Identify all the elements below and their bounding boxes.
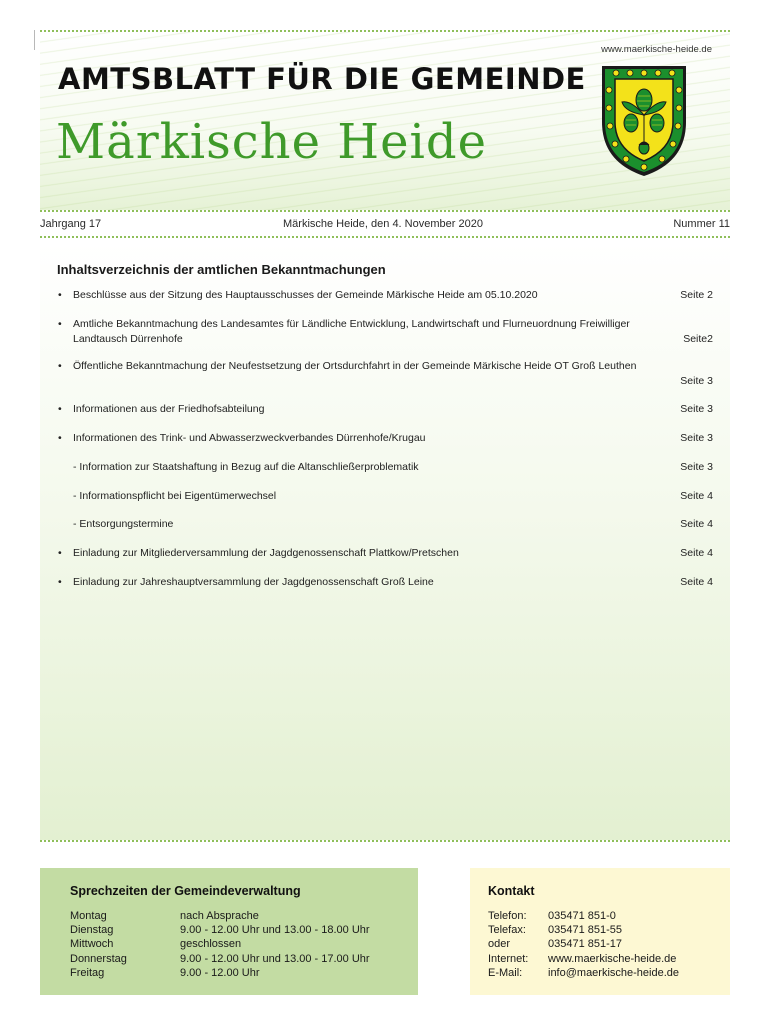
- toc-item-page: Seite 2: [680, 289, 713, 301]
- toc-item-page: Seite2: [683, 333, 713, 345]
- office-hours-day: Dienstag: [70, 924, 114, 936]
- toc-item[interactable]: [58, 575, 713, 590]
- masthead: [40, 32, 730, 210]
- office-hours-time: 9.00 - 12.00 Uhr und 13.00 - 18.00 Uhr: [180, 924, 370, 936]
- office-hours-time: geschlossen: [180, 938, 242, 950]
- contact-title: Kontakt: [488, 884, 535, 898]
- toc-bullet: •: [58, 360, 62, 372]
- toc-item-text: - Entsorgungstermine: [73, 518, 174, 530]
- contact-fax[interactable]: 035471 851-55: [548, 924, 623, 936]
- contact-label: E-Mail:: [488, 967, 523, 979]
- toc-item-text: - Information zur Staatshaftung in Bezug auf die Altanschließerproblematik: [73, 461, 419, 473]
- toc-item-page: Seite 4: [680, 576, 713, 588]
- toc-item-text: Öffentliche Bekanntmachung der Neufestsetzung der Ortsdurchfahrt in der Gemeinde Märkische Heide OT Groß Leuthen: [73, 360, 637, 372]
- table-of-contents: [40, 242, 730, 840]
- toc-item-text: Einladung zur Mitgliederversammlung der Jagdgenossenschaft Plattkow/Pretschen: [73, 547, 459, 559]
- issue-volume: Jahrgang 17: [40, 218, 102, 230]
- contact-fax-alt[interactable]: 035471 851-17: [548, 938, 623, 950]
- toc-item-page: Seite 3: [680, 432, 713, 444]
- contact-label: Internet:: [488, 953, 529, 965]
- toc-subitem[interactable]: [58, 489, 713, 504]
- toc-item-text: - Informationspflicht bei Eigentümerwechsel: [73, 490, 277, 502]
- meta-bottom-rule: [40, 236, 730, 238]
- office-hours-time: nach Absprache: [180, 910, 259, 922]
- website-url[interactable]: www.maerkische-heide.de: [601, 44, 712, 55]
- toc-item-text: Amtliche Bekanntmachung des Landesamtes für Ländliche Entwicklung, Landwirtschaft und Flurneuordnung Freiwilliger Landtausch Dürrenhofe: [73, 318, 630, 345]
- toc-item[interactable]: [58, 359, 713, 389]
- toc-item[interactable]: [58, 288, 713, 303]
- toc-item[interactable]: [58, 431, 713, 446]
- contact-box: [470, 868, 730, 995]
- toc-item[interactable]: [58, 546, 713, 561]
- toc-item-text: Informationen des Trink- und Abwasserzweckverbandes Dürrenhofe/Krugau: [73, 432, 426, 444]
- toc-item-text: Einladung zur Jahreshauptversammlung der Jagdgenossenschaft Groß Leine: [73, 576, 434, 588]
- contact-email-link[interactable]: info@maerkische-heide.de: [548, 967, 680, 979]
- office-hours-time: 9.00 - 12.00 Uhr: [180, 967, 260, 979]
- office-hours-day: Montag: [70, 910, 107, 922]
- toc-subitem[interactable]: [58, 517, 713, 532]
- toc-item[interactable]: [58, 317, 713, 347]
- toc-item-page: Seite 4: [680, 518, 713, 530]
- toc-item[interactable]: [58, 402, 713, 417]
- office-hours-box: [40, 868, 418, 995]
- toc-title: Inhaltsverzeichnis der amtlichen Bekanntmachungen: [57, 262, 386, 277]
- toc-subitem[interactable]: [58, 460, 713, 475]
- contact-label: Telefon:: [488, 910, 527, 922]
- toc-item-page: Seite 3: [680, 375, 713, 387]
- issue-info: [40, 218, 730, 232]
- toc-bullet: •: [58, 576, 62, 588]
- toc-item-text: Beschlüsse aus der Sitzung des Hauptausschusses der Gemeinde Märkische Heide am 05.10.2020: [73, 289, 538, 301]
- office-hours-title: Sprechzeiten der Gemeindeverwaltung: [70, 884, 301, 898]
- toc-bullet: •: [58, 289, 62, 301]
- toc-bullet: •: [58, 547, 62, 559]
- issue-number: Nummer 11: [673, 218, 730, 230]
- masthead-subtitle: AMTSBLATT FÜR DIE GEMEINDE: [58, 62, 586, 96]
- contact-label: oder: [488, 938, 511, 950]
- office-hours-day: Freitag: [70, 967, 105, 979]
- office-hours-day: Mittwoch: [70, 938, 114, 950]
- office-hours-day: Donnerstag: [70, 953, 127, 965]
- toc-item-page: Seite 3: [680, 403, 713, 415]
- toc-item-page: Seite 4: [680, 490, 713, 502]
- toc-bullet: •: [58, 318, 62, 330]
- office-hours-time: 9.00 - 12.00 Uhr und 13.00 - 17.00 Uhr: [180, 953, 370, 965]
- toc-item-page: Seite 4: [680, 547, 713, 559]
- contact-phone[interactable]: 035471 851-0: [548, 910, 616, 922]
- toc-item-page: Seite 3: [680, 461, 713, 473]
- toc-bullet: •: [58, 432, 62, 444]
- coat-of-arms-icon: [598, 60, 690, 180]
- toc-bullet: •: [58, 403, 62, 415]
- content-bottom-rule: [40, 840, 730, 842]
- toc-item-text: Informationen aus der Friedhofsabteilung: [73, 403, 265, 415]
- issue-place-date: Märkische Heide, den 4. November 2020: [283, 218, 483, 230]
- masthead-bottom-rule: [40, 210, 730, 212]
- contact-website-link[interactable]: www.maerkische-heide.de: [548, 953, 677, 965]
- masthead-title: Märkische Heide: [56, 114, 487, 170]
- contact-label: Telefax:: [488, 924, 526, 936]
